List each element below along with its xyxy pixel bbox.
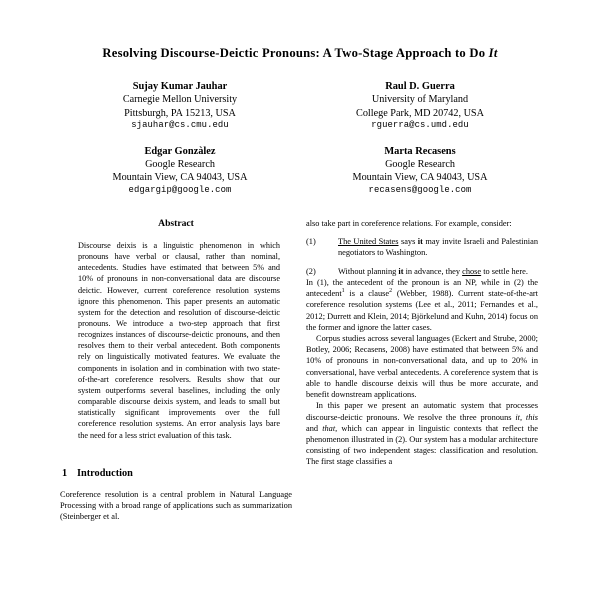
author-affiliation: Google Research [145,159,215,171]
introduction-paragraph: Coreference resolution is a central problem in Natural Language Processing with a broad range of applications such as summarization (Steinberger et al. [60,489,292,521]
author-email[interactable]: sjauhar@cs.cmu.edu [131,120,229,131]
example-1 [306,236,538,258]
author-name: Sujay Kumar Jauhar [132,81,228,92]
pronoun-italic-1: it, this [515,412,538,422]
example-pre: Without planning [338,266,399,276]
example-text [338,236,538,258]
author-email[interactable]: edgargip@google.com [128,184,232,195]
example-antecedent: chose [462,266,482,276]
author-address: Mountain View, CA 94043, USA [352,172,488,184]
section-heading-introduction [62,467,292,481]
section-title: Introduction [77,467,133,479]
page-title-text: Resolving Discourse-Deictic Pronouns: A Two-Stage Approach to Do [102,46,489,60]
example-mid: says [398,237,418,247]
author-row [60,145,540,197]
example-mid: in advance, they [403,266,463,276]
right-paragraph-1-a: In (1), the antecedent of the pronoun is an NP, while in (2) the antecedent [306,277,538,299]
author-address: Pittsburgh, PA 15213, USA [124,107,236,119]
section-number: 1 [62,467,68,479]
right-paragraph-1-b: is a clause [344,289,390,299]
right-paragraph-1 [306,277,538,333]
page-title [0,46,600,61]
author-block [60,80,540,196]
author-address: College Park, MD 20742, USA [356,107,484,119]
author-entry [300,145,540,197]
right-paragraph-3-c: , which can appear in linguistic contexts that reflect the phenomenon illustrated in (2). Our system has a modular architecture consisting of two independent stages: classification and resolution. The first stage classifies a [306,423,538,467]
abstract-heading: Abstract [158,218,194,229]
right-paragraph-2: Corpus studies across several languages (Eckert and Strube, 2000; Botley, 2006; Recasens, 2008) have estimated that between 5% and 10% of pronouns in non-conversational data, and up to 20% in conversational, have verbal antecedents. A coreference system that is able to handle discourse deixis will thus be more accurate, and benefit downstream applications. [306,333,538,400]
author-entry [300,80,540,132]
author-row [60,80,540,132]
author-name: Marta Recasens [384,145,456,157]
left-column [60,218,292,522]
author-name: Raul D. Guerra [385,81,455,92]
author-entry [60,145,300,197]
example-label: (2) [306,266,316,276]
author-affiliation: Carnegie Mellon University [122,94,238,106]
author-email[interactable]: recasens@google.com [368,184,472,195]
example-text [338,266,538,277]
author-address: Mountain View, CA 94043, USA [112,172,248,184]
example-rest: to settle here. [481,266,528,276]
author-entry [60,80,300,132]
footnote-marker-1[interactable]: 1 [341,288,345,295]
page-title-italic: It [488,46,498,60]
abstract-text: Discourse deixis is a linguistic phenomenon in which pronouns have verbal or clausal, rather than nominal, antecedents. Studies have estimated that between 5% and 10% of pronouns in non-conversational data are discourse deictic. However, current coreference resolution systems ignore this phenomenon. This paper presents an automatic system for the detection and resolution of discourse-deictic pronouns. We introduce a two-step approach that first recognizes instances of discourse-deictic pronouns, and then resolves them to their verbal antecedent. Both components rely on linguistically motivated features. We evaluate the components in isolation and in combination with two state-of-the-art coreference resolvers. Results show that our system outperforms several baselines, including the only comparable discourse deixis system, and leads to small but statistically significant improvements over the full coreference resolution systems. An error analysis lays bare the need for a less strict evaluation of this task. [78,240,280,440]
right-column [306,218,538,468]
right-paragraph-1-c: (Webber, 1988). Current state-of-the-art coreference resolution systems (Lee et al., 2011; Fernandes et al., 2012; Durrett and Klein, 2014; Björkelund and Kuhn, 2014) focus on the former and ignore the latter cases. [306,289,539,332]
pronoun-italic-2: that [322,423,336,433]
author-email[interactable]: rguerra@cs.umd.edu [371,120,469,131]
example-pronoun: it [417,237,423,247]
example-label: (1) [306,237,316,247]
example-rest: may invite Israeli and Palestinian negotiators to Washington. [338,237,538,258]
example-antecedent: The United States [338,237,399,247]
right-paragraph-3 [306,400,538,467]
right-paragraph-3-a: In this paper we present an automatic system that processes discourse-deictic pronouns. We resolve the three pronouns [306,401,538,422]
author-affiliation: Google Research [385,159,455,171]
right-paragraph-3-b: and [306,423,323,433]
right-column-lead-in: also take part in coreference relations. For example, consider: [306,219,512,228]
author-affiliation: University of Maryland [371,94,469,106]
author-name: Edgar Gonzàlez [144,145,216,157]
footnote-marker-2[interactable]: 2 [389,288,393,295]
example-pronoun: it [398,266,404,276]
example-2 [306,266,538,277]
